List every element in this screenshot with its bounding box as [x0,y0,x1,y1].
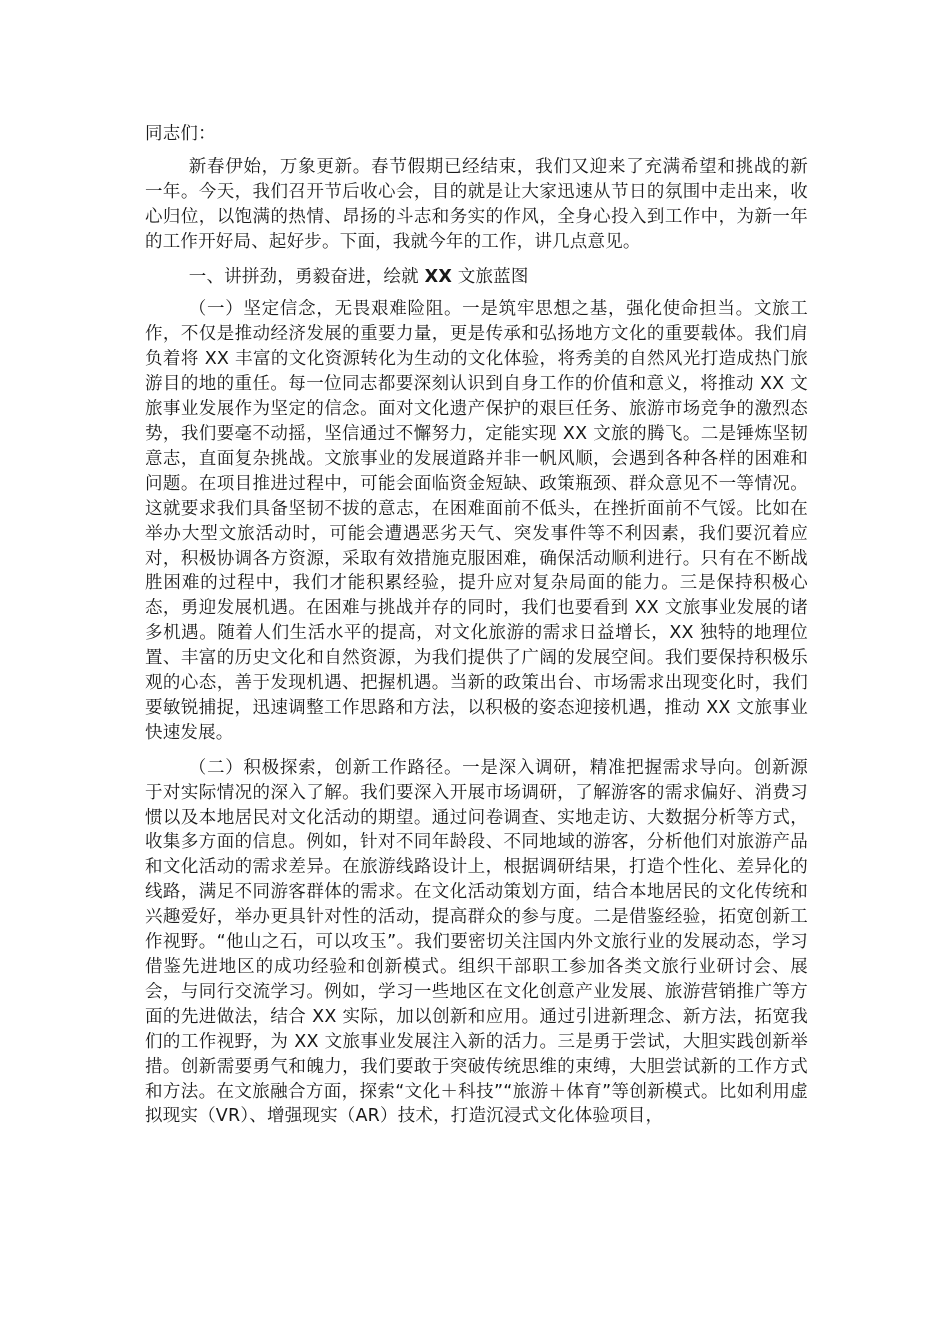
section-heading-bold: XX [424,266,453,287]
paragraph-2: （二）积极探索，创新工作路径。一是深入调研，精准把握需求导向。创新源于对实际情况的深入了解。我们要深入开展市场调研，了解游客的需求偏好、消费习惯以及本地居民对文化活动的期望。通过问卷调查、实地走访、大数据分析等方式，收集多方面的信息。例如，针对不同年龄段、不同地域的游客，分析他们对旅游产品和文化活动的需求差异。在旅游线路设计上，根据调研结果，打造个性化、差异化的线路，满足不同游客群体的需求。在文化活动策划方面，结合本地居民的文化传统和兴趣爱好，举办更具针对性的活动，提高群众的参与度。二是借鉴经验，拓宽创新工作视野。“他山之石，可以攻玉”。我们要密切关注国内外文旅行业的发展动态，学习借鉴先进地区的成功经验和创新模式。组织干部职工参加各类文旅行业研讨会、展会，与同行交流学习。例如，学习一些地区在文化创意产业发展、旅游营销推广等方面的先进做法，结合 XX 实际，加以创新和应用。通过引进新理念、新方法，拓宽我们的工作视野，为 XX 文旅事业发展注入新的活力。三是勇于尝试，大胆实践创新举措。创新需要勇气和魄力，我们要敢于突破传统思维的束缚，大胆尝试新的工作方式和方法。在文旅融合方面，探索“文化＋科技”“旅游＋体育”等创新模式。比如利用虚拟现实（VR）、增强现实（AR）技术，打造沉浸式文化体验项目， [145,757,808,1127]
paragraph-1: （一）坚定信念，无畏艰难险阻。一是筑牢思想之基，强化使命担当。文旅工作，不仅是推动经济发展的重要力量，更是传承和弘扬地方文化的重要载体。我们肩负着将 XX 丰富的文化资源转化为生动的文化体验，将秀美的自然风光打造成热门旅游目的地的重任。每一位同志都要深刻认识到自身工作的价值和意义，将推动 XX 文旅事业发展作为坚定的信念。面对文化遗产保护的艰巨任务、旅游市场竞争的激烈态势，我们要毫不动摇，坚信通过不懈努力，定能实现 XX 文旅的腾飞。二是锤炼坚韧意志，直面复杂挑战。文旅事业的发展道路并非一帆风顺，会遇到各种各样的困难和问题。在项目推进过程中，可能会面临资金短缺、政策瓶颈、群众意见不一等情况。这就要求我们具备坚韧不拔的意志，在困难面前不低头，在挫折面前不气馁。比如在举办大型文旅活动时，可能会遭遇恶劣天气、突发事件等不利因素，我们要沉着应对，积极协调各方资源，采取有效措施克服困难，确保活动顺利进行。只有在不断战胜困难的过程中，我们才能积累经验，提升应对复杂局面的能力。三是保持积极心态，勇迎发展机遇。在困难与挑战并存的同时，我们也要看到 XX 文旅事业发展的诸多机遇。随着人们生活水平的提高，对文化旅游的需求日益增长，XX 独特的地理位置、丰富的历史文化和自然资源，为我们提供了广阔的发展空间。我们要保持积极乐观的心态，善于发现机遇、把握机遇。当新的政策出台、市场需求出现变化时，我们要敏锐捕捉，迅速调整工作思路和方法，以积极的姿态迎接机遇，推动 XX 文旅事业快速发展。 [145,299,808,743]
section-heading-1 [145,265,808,290]
intro-paragraph: 新春伊始，万象更新。春节假期已经结束，我们又迎来了充满希望和挑战的新一年。今天，我们召开节后收心会，目的就是让大家迅速从节日的氛围中走出来，收心归位，以饱满的热情、昂扬的斗志和务实的作风，全身心投入到工作中，为新一年的工作开好局、起好步。下面，我就今年的工作，讲几点意见。 [145,156,808,252]
salutation: 同志们： [145,124,216,144]
section-heading-suffix: 文旅蓝图 [452,266,529,287]
section-heading-prefix: 一、讲拼劲，勇毅奋进，绘就 [188,266,425,287]
document-page [145,122,808,1129]
